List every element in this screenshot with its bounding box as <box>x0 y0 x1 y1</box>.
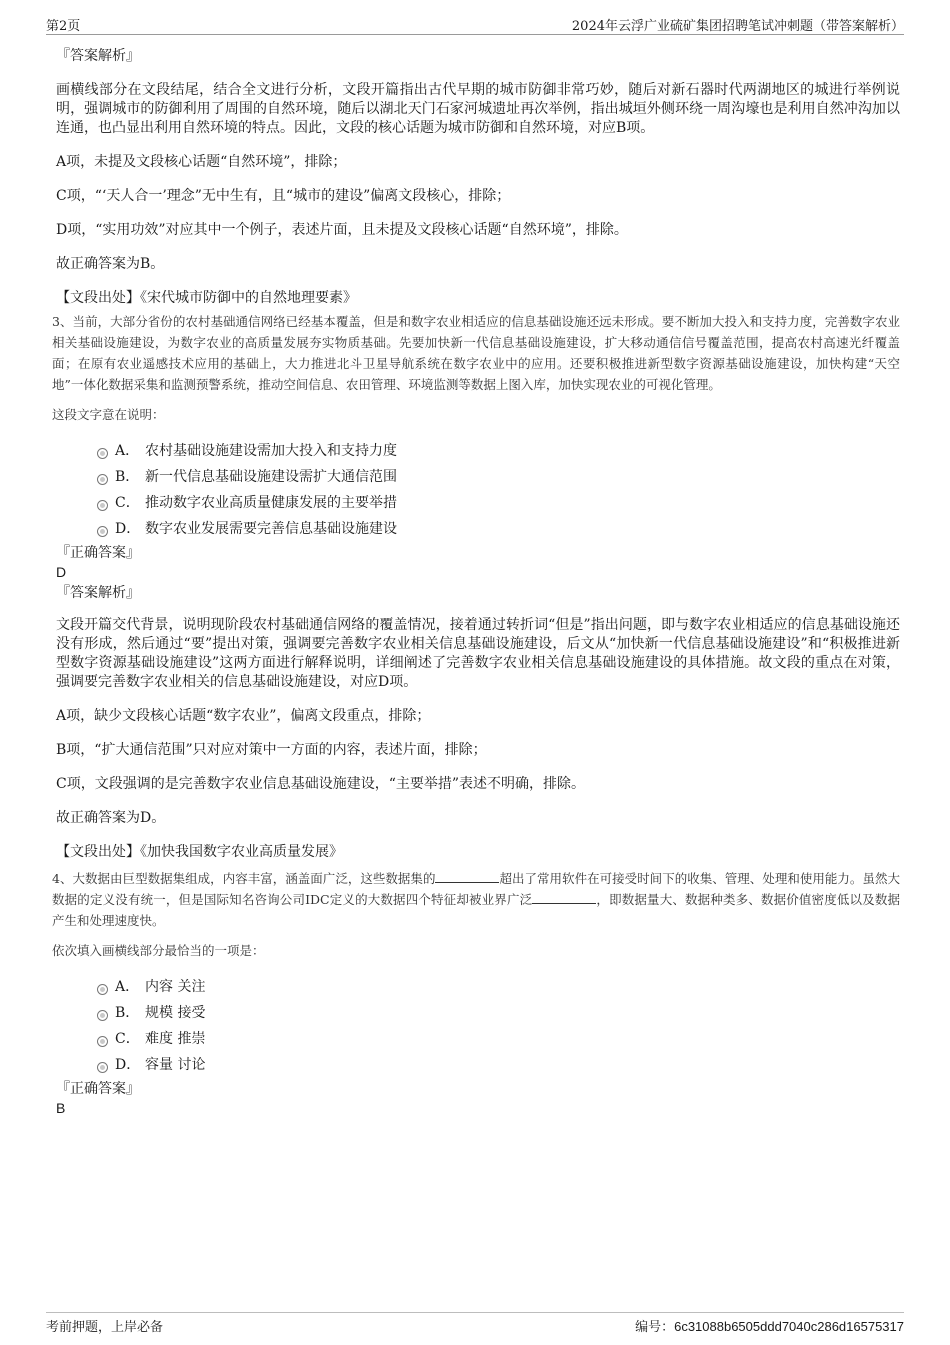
question-4-options <box>56 977 900 1081</box>
analysis-source: 【文段出处】《宋代城市防御中的自然地理要素》 <box>56 290 357 306</box>
radio-icon[interactable] <box>97 448 108 459</box>
document-code <box>635 1316 904 1335</box>
document-title: 2024年云浮广业硫矿集团招聘笔试冲刺题（带答案解析） <box>571 19 904 34</box>
question-3-option-c[interactable] <box>56 493 900 519</box>
option-text: 新一代信息基础设施建设需扩大通信范围 <box>145 469 397 485</box>
option-text: 容量 讨论 <box>145 1057 206 1073</box>
fill-blank <box>435 872 499 883</box>
radio-icon[interactable] <box>97 1062 108 1073</box>
option-text: 数字农业发展需要完善信息基础设施建设 <box>145 521 397 537</box>
analysis-label: 『答案解析』 <box>56 585 140 601</box>
code-value: 6c31088b6505ddd7040c286d16575317 <box>674 1319 904 1334</box>
option-letter: C． <box>115 1031 140 1047</box>
footer-slogan: 考前押题，上岸必备 <box>46 1320 164 1335</box>
option-letter: D． <box>115 1057 141 1073</box>
option-letter: B． <box>115 469 140 485</box>
analysis-option-a: A项，未提及文段核心话题“自然环境”，排除； <box>56 154 347 170</box>
analysis-source: 【文段出处】《加快我国数字农业高质量发展》 <box>56 844 343 860</box>
radio-icon[interactable] <box>97 526 108 537</box>
fill-blank <box>532 893 596 904</box>
radio-icon[interactable] <box>97 474 108 485</box>
question-3-options <box>56 441 900 545</box>
question-4-option-d[interactable] <box>56 1055 900 1081</box>
question-4-prompt: 依次填入画横线部分最恰当的一项是： <box>52 943 265 958</box>
page-footer <box>46 1312 904 1335</box>
page-number: 第2页 <box>46 19 81 34</box>
question-4-text <box>52 868 900 931</box>
option-text: 推动数字农业高质量健康发展的主要举措 <box>145 495 397 511</box>
analysis-conclusion: 故正确答案为D。 <box>56 810 166 826</box>
option-letter: A． <box>115 979 140 995</box>
question-3-prompt: 这段文字意在说明： <box>52 407 165 422</box>
analysis-paragraph: 文段开篇交代背景，说明现阶段农村基础通信网络的覆盖情况，接着通过转折词“但是”指出问题，即与数字农业相适应的信息基础设施还没有形成，然后通过“要”提出对策，强调要完善数字农业相关信息基础设施建设，后文从“加快新一代信息基础设施建设”和“积极推进新型数字资源基础设施建设”这两方面进行解释说明，详细阐述了完善数字农业相关信息基础设施建设的具体措施。故文段的重点在对策，强调要完善数字农业相关的信息基础设施建设，对应D项。 <box>56 617 900 690</box>
question-3-option-b[interactable] <box>56 467 900 493</box>
correct-answer: D <box>56 564 67 580</box>
radio-icon[interactable] <box>97 1036 108 1047</box>
question-3-text: 3、当前，大部分省份的农村基础通信网络已经基本覆盖，但是和数字农业相适应的信息基础设施还远未形成。要不断加大投入和支持力度，完善数字农业相关基础设施建设，为数字农业的高质量发展夯实物质基础。先要加快新一代信息基础设施建设，扩大移动通信信号覆盖范围，提高农村高速光纤覆盖面；在原有农业遥感技术应用的基础上，大力推进北斗卫星导航系统在数字农业中的应用。还要积极推进新型数字资源基础设施建设，加快构建“天空地”一体化数据采集和监测预警系统，推动空间信息、农田管理、环境监测等数据上图入库，加快实现农业的可视化管理。 <box>52 314 900 392</box>
option-text: 规模 接受 <box>145 1005 206 1021</box>
question-3-option-a[interactable] <box>56 441 900 467</box>
question-text-part: 4、大数据由巨型数据集组成，内容丰富，涵盖面广泛，这些数据集的 <box>52 871 436 886</box>
correct-answer-label: 『正确答案』 <box>56 545 140 561</box>
analysis-conclusion: 故正确答案为B。 <box>56 256 165 272</box>
question-text-part: ，即数据量大、数据种类多、数据价值密度低以及数据产生和处理速度快。 <box>52 892 900 928</box>
question-4-option-b[interactable] <box>56 1003 900 1029</box>
analysis-option-c: C项，“‘天人合一’理念”无中生有，且“城市的建设”偏离文段核心，排除； <box>56 188 511 204</box>
option-text: 农村基础设施建设需加大投入和支持力度 <box>145 443 397 459</box>
analysis-option-d: D项，“实用功效”对应其中一个例子，表述片面，且未提及文段核心话题“自然环境”，排除。 <box>56 222 628 238</box>
option-letter: D． <box>115 521 141 537</box>
correct-answer-label: 『正确答案』 <box>56 1081 140 1097</box>
radio-icon[interactable] <box>97 1010 108 1021</box>
question-text-part: 超出了常用软件在可接受时间下的收集、管理、处理和使用能力。虽然大数据的定义没有统一，但是国际知名咨询公司IDC定义的大数据四个特征却被业界广泛 <box>52 871 900 907</box>
analysis-label: 『答案解析』 <box>56 48 140 64</box>
option-letter: C． <box>115 495 140 511</box>
option-letter: B． <box>115 1005 140 1021</box>
analysis-option-b: B项，“扩大通信范围”只对应对策中一方面的内容，表述片面，排除； <box>56 742 487 758</box>
question-3-option-d[interactable] <box>56 519 900 545</box>
option-letter: A． <box>115 443 140 459</box>
option-text: 内容 关注 <box>145 979 206 995</box>
analysis-paragraph: 画横线部分在文段结尾，结合全文进行分析，文段开篇指出古代早期的城市防御非常巧妙，随后对新石器时代两湖地区的城进行举例说明，强调城市的防御利用了周围的自然环境，随后以湖北天门石家河城遗址再次举例，指出城垣外侧环绕一周沟壕也是利用自然冲沟加以连通，也凸显出利用自然环境的特点。因此，文段的核心话题为城市防御和自然环境，对应B项。 <box>56 82 900 136</box>
analysis-option-c: C项，文段强调的是完善数字农业信息基础设施建设，“主要举措”表述不明确，排除。 <box>56 776 586 792</box>
correct-answer: B <box>56 1100 66 1116</box>
radio-icon[interactable] <box>97 500 108 511</box>
radio-icon[interactable] <box>97 984 108 995</box>
analysis-option-a: A项，缺少文段核心话题“数字农业”，偏离文段重点，排除； <box>56 708 431 724</box>
code-label: 编号： <box>635 1320 675 1335</box>
option-text: 难度 推崇 <box>145 1031 206 1047</box>
question-4-option-a[interactable] <box>56 977 900 1003</box>
document-body <box>52 44 900 1117</box>
question-4-option-c[interactable] <box>56 1029 900 1055</box>
page-header <box>46 14 904 35</box>
